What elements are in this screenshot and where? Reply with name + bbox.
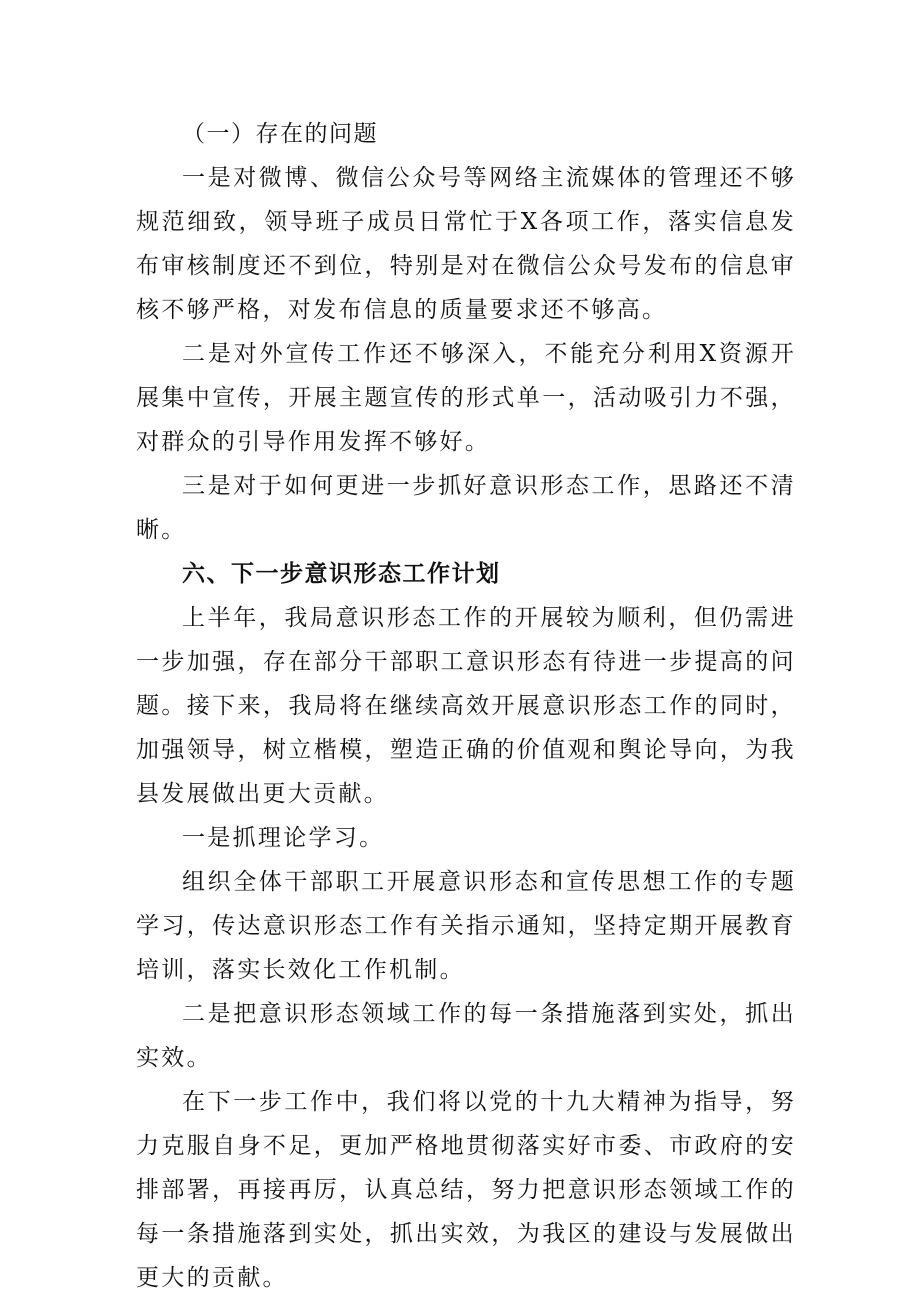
problem-paragraph-2: 二是对外宣传工作还不够深入，不能充分利用X资源开展集中宣传，开展主题宣传的形式单一，活动吸引力不强，对群众的引导作用发挥不够好。 — [136, 341, 796, 455]
plan-item-1-title: 一是抓理论学习。 — [182, 825, 385, 851]
plan-item-1-body: 组织全体干部职工开展意识形态和宣传思想工作的专题学习，传达意识形态工作有关指示通知，坚持定期开展教育培训，落实长效化工作机制。 — [136, 869, 796, 983]
section-heading-plan: 六、下一步意识形态工作计划 — [182, 561, 501, 587]
document-body — [136, 112, 796, 1300]
plan-intro-paragraph: 上半年，我局意识形态工作的开展较为顺利，但仍需进一步加强，存在部分干部职工意识形态有待进一步提高的问题。接下来，我局将在继续高效开展意识形态工作的同时，加强领导，树立楷模，塑造正确的价值观和舆论导向，为我县发展做出更大贡献。 — [136, 605, 796, 807]
subheading-problems: （一）存在的问题 — [182, 121, 378, 147]
plan-item-2-body: 在下一步工作中，我们将以党的十九大精神为指导，努力克服自身不足，更加严格地贯彻落实好市委、市政府的安排部署，再接再厉，认真总结，努力把意识形态领域工作的每一条措施落到实处，抓出实效，为我区的建设与发展做出更大的贡献。 — [136, 1089, 796, 1291]
plan-item-2-title: 二是把意识形态领域工作的每一条措施落到实处，抓出实效。 — [136, 1001, 796, 1071]
problem-paragraph-3: 三是对于如何更进一步抓好意识形态工作，思路还不清晰。 — [136, 473, 796, 543]
problem-paragraph-1: 一是对微博、微信公众号等网络主流媒体的管理还不够规范细致，领导班子成员日常忙于X各项工作，落实信息发布审核制度还不到位，特别是对在微信公众号发布的信息审核不够严格，对发布信息的质量要求还不够高。 — [136, 165, 796, 323]
